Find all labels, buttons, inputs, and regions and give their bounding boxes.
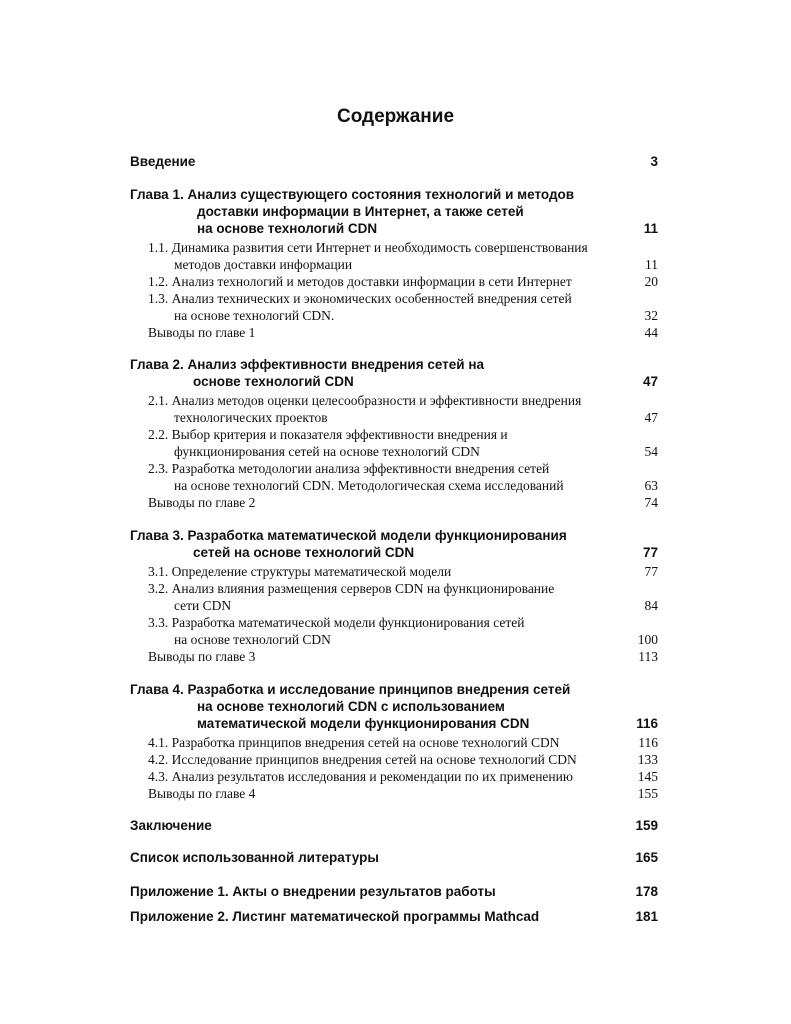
chapter-heading-line: Глава 3. Разработка математической модели функционирования [130, 528, 567, 543]
toc-appendix-2-page: 181 [635, 909, 658, 924]
section-line: Выводы по главе 3 [148, 649, 256, 664]
toc-intro-label: Введение [130, 154, 196, 169]
chapter-page: 116 [636, 716, 658, 731]
section-page: 100 [637, 632, 658, 647]
section-page: 32 [644, 308, 658, 323]
chapter-heading-line: на основе технологий CDN с использованием [197, 699, 505, 714]
chapter-page: 47 [642, 374, 658, 389]
section-line: на основе технологий CDN. [174, 308, 335, 323]
section-line: 1.1. Динамика развития сети Интернет и необходимость совершенствования [148, 240, 588, 255]
chapter-page: 77 [642, 545, 658, 560]
chapter-heading-line: Глава 2. Анализ эффективности внедрения сетей на [130, 357, 485, 372]
section-line: на основе технологий CDN. Методологическая схема исследований [174, 478, 564, 493]
toc-conclusion-label: Заключение [130, 818, 212, 833]
section-page: 47 [644, 410, 658, 425]
toc-references-page: 165 [635, 850, 658, 865]
chapter-heading-line: основе технологий CDN [193, 374, 354, 389]
section-line: на основе технологий CDN [174, 632, 331, 647]
section-line: сети CDN [174, 598, 232, 613]
section-line: 3.3. Разработка математической модели функционирования сетей [148, 615, 525, 630]
section-page: 20 [644, 274, 658, 289]
section-line: Выводы по главе 1 [148, 325, 256, 340]
chapter-heading-line: сетей на основе технологий CDN [193, 545, 415, 560]
section-page: 77 [644, 564, 658, 579]
section-line: Выводы по главе 4 [148, 786, 256, 801]
section-page: 11 [645, 257, 658, 272]
section-line: функционирования сетей на основе технологий CDN [174, 444, 480, 459]
section-page: 54 [644, 444, 658, 459]
section-line: 3.1. Определение структуры математической модели [148, 564, 452, 579]
toc-references-label: Список использованной литературы [130, 850, 379, 865]
section-page: 74 [644, 495, 658, 510]
toc-appendix-2-label: Приложение 2. Листинг математической программы Mathcad [130, 909, 540, 924]
section-line: Выводы по главе 2 [148, 495, 256, 510]
section-line: 2.3. Разработка методологии анализа эффективности внедрения сетей [148, 461, 550, 476]
section-line: 1.2. Анализ технологий и методов доставки информации в сети Интернет [148, 274, 572, 289]
page-title: Содержание [336, 106, 455, 127]
section-page: 84 [644, 598, 658, 613]
section-page: 116 [638, 735, 658, 750]
chapter-heading-line: Глава 4. Разработка и исследование принципов внедрения сетей [130, 682, 571, 697]
section-page: 145 [637, 769, 658, 784]
section-page: 133 [637, 752, 658, 767]
chapter-heading-line: Глава 1. Анализ существующего состояния технологий и методов [130, 187, 575, 202]
section-line: 4.2. Исследование принципов внедрения сетей на основе технологий CDN [148, 752, 577, 767]
toc-intro-page: 3 [650, 154, 658, 169]
toc-appendix-1-label: Приложение 1. Акты о внедрении результатов работы [130, 884, 496, 899]
chapter-heading-line: математической модели функционирования CDN [197, 716, 530, 731]
section-line: методов доставки информации [174, 257, 353, 272]
section-line: 3.2. Анализ влияния размещения серверов CDN на функционирование [148, 581, 555, 596]
toc-appendix-1-page: 178 [635, 884, 658, 899]
chapter-page: 11 [643, 221, 658, 236]
section-line: 4.1. Разработка принципов внедрения сетей на основе технологий CDN [148, 735, 560, 750]
section-page: 155 [637, 786, 658, 801]
section-line: 4.3. Анализ результатов исследования и рекомендации по их применению [148, 769, 573, 784]
section-line: 1.3. Анализ технических и экономических особенностей внедрения сетей [148, 291, 572, 306]
section-page: 113 [638, 649, 658, 664]
chapter-heading-line: доставки информации в Интернет, а также сетей [197, 204, 524, 219]
section-line: технологических проектов [174, 410, 328, 425]
section-line: 2.2. Выбор критерия и показателя эффективности внедрения и [148, 427, 508, 442]
section-page: 44 [644, 325, 658, 340]
toc-conclusion-page: 159 [635, 818, 658, 833]
section-page: 63 [644, 478, 658, 493]
chapter-heading-line: на основе технологий CDN [197, 221, 378, 236]
section-line: 2.1. Анализ методов оценки целесообразности и эффективности внедрения [148, 393, 582, 408]
